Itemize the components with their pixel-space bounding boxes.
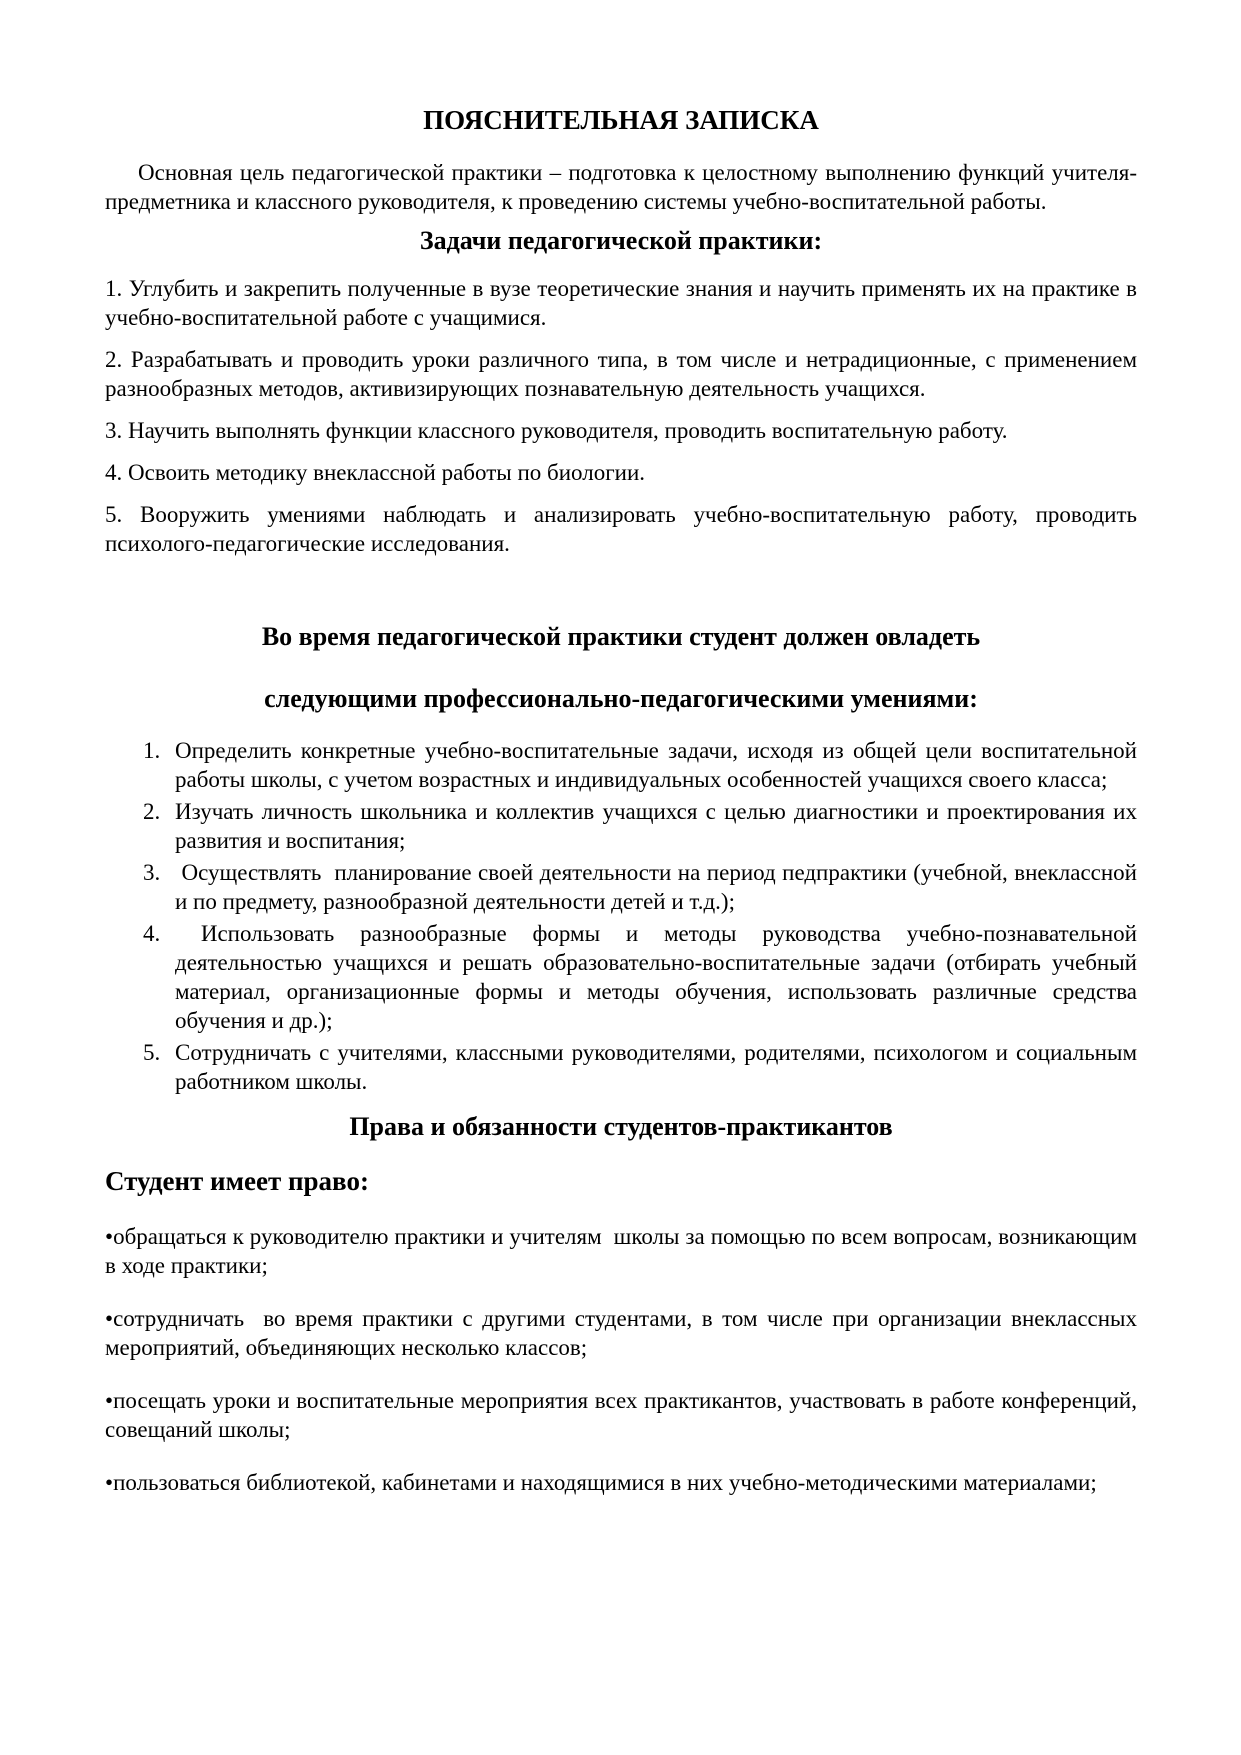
list-number: 3. [143,860,161,885]
bullet-text: посещать уроки и воспитательные мероприятия всех практикантов, участвовать в работе конференций, совещаний школы; [105,1388,1143,1442]
list-number: 5. [143,1040,161,1065]
skills-list-item-2 [105,797,1143,855]
bullet-text: сотрудничать во время практики с другими студентами, в том числе при организации внеклассных мероприятий, объединяющих несколько классов; [105,1306,1143,1360]
task-paragraph-2: 2. Разрабатывать и проводить уроки различного типа, в том числе и нетрадиционные, с применением разнообразных методов, активизирующих познавательную деятельность учащихся. [105,347,1143,401]
bullet-marker: • [105,1470,114,1495]
page-title: ПОЯСНИТЕЛЬНАЯ ЗАПИСКА [423,105,819,135]
skills-list-item-5 [105,1038,1143,1096]
skills-list-item-4 [105,919,1143,1035]
list-number: 4. [143,921,161,946]
skills-heading-line-2: следующими профессионально-педагогическими умениями: [264,684,978,713]
intro-paragraph: Основная цель педагогической практики – подготовка к целостному выполнению функций учителя-предметника и классного руководителя, к проведению системы учебно-воспитательной работы. [105,160,1137,214]
list-item-text: Определить конкретные учебно-воспитательные задачи, исходя из общей цели воспитательной работы школы, с учетом возрастных и индивидуальных особенностей учащихся своего класса; [175,738,1143,792]
task-paragraph-4: 4. Освоить методику внеклассной работы по биологии. [105,460,646,485]
bullet-marker: • [105,1388,114,1413]
task-paragraph-1: 1. Углубить и закрепить полученные в вузе теоретические знания и научить применять их на практике в учебно-воспитательной работе с учащимися. [105,276,1143,330]
bullet-marker: • [105,1224,114,1249]
task-paragraph-3: 3. Научить выполнять функции классного руководителя, проводить воспитательную работу. [105,418,1008,443]
rights-bullet-2 [105,1304,1143,1362]
list-item-text: Использовать разнообразные формы и методы руководства учебно-познавательной деятельностью учащихся и решать образовательно-воспитательные задачи (отбирать учебный материал, организационные формы и методы обучения, использовать различные средства обучения и др.); [175,921,1143,1033]
list-item-text: Осуществлять планирование своей деятельности на период педпрактики (учебной, внеклассной и по предмету, разнообразной деятельности детей и т.д.); [175,860,1143,914]
skills-list [105,736,1143,1096]
task-paragraph-5: 5. Вооружить умениями наблюдать и анализировать учебно-воспитательную работу, проводить психолого-педагогические исследования. [105,502,1143,556]
rights-heading: Права и обязанности студентов-практикантов [349,1112,893,1141]
skills-heading-line-1: Во время педагогической практики студент должен овладеть [261,622,981,651]
list-item-text: Изучать личность школьника и коллектив учащихся с целью диагностики и проектирования их развития и воспитания; [175,799,1143,853]
rights-bullet-1 [105,1222,1143,1280]
list-number: 2. [143,799,161,824]
rights-subheading: Студент имеет право: [105,1166,369,1196]
bullet-marker: • [105,1306,114,1331]
tasks-heading: Задачи педагогической практики: [419,226,823,255]
skills-list-item-1 [105,736,1143,794]
rights-bullet-4 [105,1468,1137,1497]
skills-list-item-3 [105,858,1143,916]
bullet-text: обращаться к руководителю практики и учителям школы за помощью по всем вопросам, возникающим в ходе практики; [105,1224,1143,1278]
rights-bullet-3 [105,1386,1143,1444]
bullet-text: пользоваться библиотекой, кабинетами и находящимися в них учебно-методическими материалами; [113,1470,1097,1495]
list-number: 1. [143,738,161,763]
list-item-text: Сотрудничать с учителями, классными руководителями, родителями, психологом и социальным работником школы. [175,1040,1143,1094]
